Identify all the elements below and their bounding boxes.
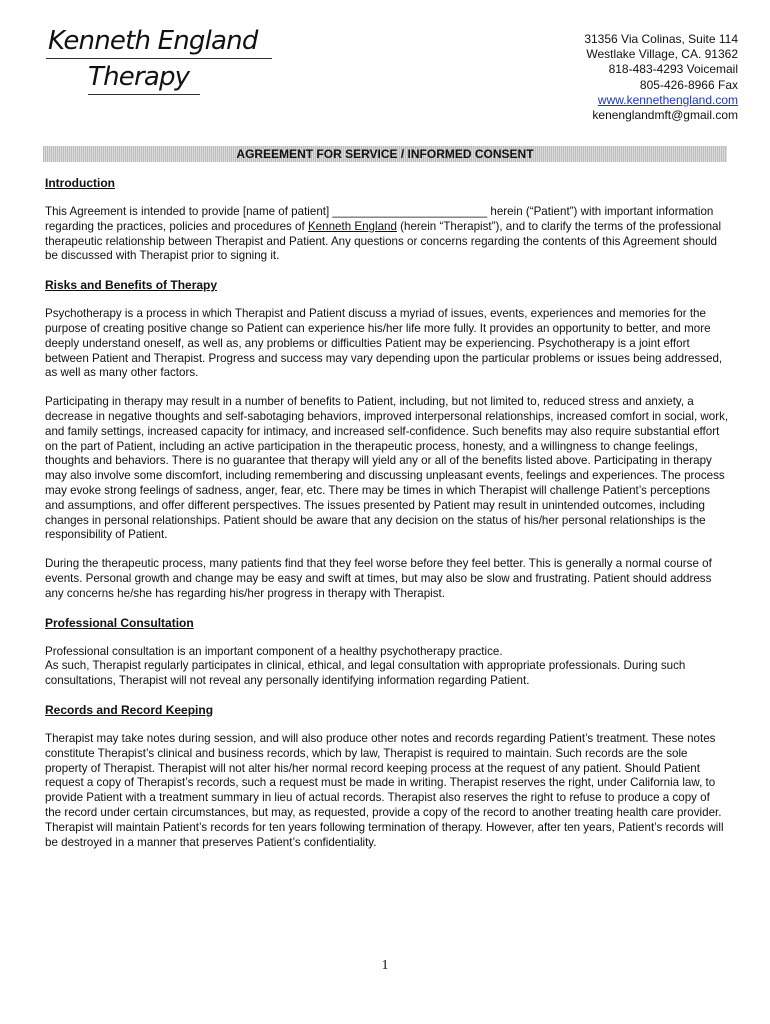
address-line2: Westlake Village, CA. 91362 — [586, 47, 738, 62]
email-address: kenenglandmft@gmail.com — [592, 108, 738, 123]
intro-text-end: (herein “Therapist”), and to clarify the terms of the professional therapeutic relationship between Therapist and Patient. Any questions or concerns regarding the contents of this Agreement should be discussed with Therapist prior to signing it. — [45, 219, 722, 263]
risks-paragraph-3: During the therapeutic process, many patients find that they feel worse before they feel better. This is generally a normal course of events. Personal growth and change may be easy and swift at times, but may also be slow and frustrating. Patient should address any concerns he/she has regarding his/her progress in therapy with Therapist. — [45, 557, 712, 600]
intro-text-start: This Agreement is intended to provide [name of patient] ________________________ herein (“Patient”) with important information regarding the practices, policies and procedures of — [45, 205, 714, 233]
risks-paragraph-2: Participating in therapy may result in a number of benefits to Patient, including, but not limited to, reduced stress and anxiety, a decrease in negative thoughts and self-sabotaging behaviors, improved interpersonal relationships, increased comfort in social, work, and family settings, increased capacity for intimacy, and increased self-confidence. Such benefits may also require substantial effort on the part of Patient, including an active participation in the therapeutic process, honesty, and a willingness to change feelings, thoughts and behaviors. There is no guarantee that therapy will yield any or all of the benefits listed above. Participating in therapy may also involve some discomfort, including remembering and discussing unpleasant events, feelings and experiences. The process may evoke strong feelings of sadness, anger, fear, etc. There may be times in which Therapist will challenge Patient’s perceptions and assumptions, and offer different perspectives. The issues presented by Patient may result in unintended outcomes, including changes in personal relationships. Patient should be aware that any decision on the status of his/her personal relationships is the responsibility of Patient. — [45, 395, 729, 542]
section-heading-introduction: Introduction — [45, 176, 115, 190]
document-title: AGREEMENT FOR SERVICE / INFORMED CONSENT — [43, 146, 727, 162]
website-link[interactable]: www.kennethengland.com — [597, 92, 738, 107]
page-number: 1 — [381, 958, 389, 973]
records-paragraph: Therapist may take notes during session, and will also produce other notes and records regarding Patient’s treatment. These notes constitute Therapist’s clinical and business records, which by law, Therapist is required to maintain. Such records are the sole property of Therapist. Therapist will not alter his/her normal record keeping process at the request of any patient. Should Patient request a copy of Therapist’s records, such a request must be made in writing. Therapist reserves the right, under California law, to provide Patient with a treatment summary in lieu of actual records. Therapist also reserves the right to refuse to produce a copy of the record under certain circumstances, but may, as requested, provide a copy of the record to another treating health care provider. Therapist will maintain Patient’s records for ten years following termination of therapy. However, after ten years, Patient’s records will be destroyed in a manner that preserves Patient’s confidentiality. — [45, 731, 724, 849]
practice-logo — [46, 24, 278, 104]
therapist-name: Kenneth England — [307, 219, 397, 233]
consultation-line1: Professional consultation is an important component of a healthy psychotherapy practice. — [45, 644, 503, 658]
logo-underline — [88, 94, 200, 95]
logo-text-line2: Therapy — [88, 62, 190, 92]
voicemail-number: 818-483-4293 Voicemail — [608, 62, 738, 77]
logo-rule — [46, 58, 272, 59]
consultation-line2: As such, Therapist regularly participates in clinical, ethical, and legal consultation with appropriate professionals. During such consultations, Therapist will not reveal any personally identifying information regarding Patient. — [45, 659, 686, 688]
logo-text-line1: Kenneth England — [48, 26, 258, 56]
fax-number: 805-426-8966 Fax — [639, 77, 738, 92]
section-heading-risks: Risks and Benefits of Therapy — [45, 278, 218, 293]
contact-block — [584, 32, 738, 123]
risks-paragraph-1: Psychotherapy is a process in which Therapist and Patient discuss a myriad of issues, events, experiences and memories for the purpose of creating positive change so Patient can experience his/her life more fully. It provides an opportunity to better, and more deeply understand oneself, as well as, any problems or difficulties Patient may be experiencing. Psychotherapy is a joint effort between Patient and Therapist. Progress and success may vary depending upon the particular problems or issues being addressed, as well as many other factors. — [45, 307, 723, 380]
introduction-paragraph — [45, 205, 729, 264]
document-body — [45, 176, 729, 850]
section-heading-records: Records and Record Keeping — [45, 702, 214, 717]
address-line1: 31356 Via Colinas, Suite 114 — [584, 32, 738, 46]
consultation-paragraph — [45, 645, 729, 689]
section-heading-consultation: Professional Consultation — [45, 615, 194, 630]
